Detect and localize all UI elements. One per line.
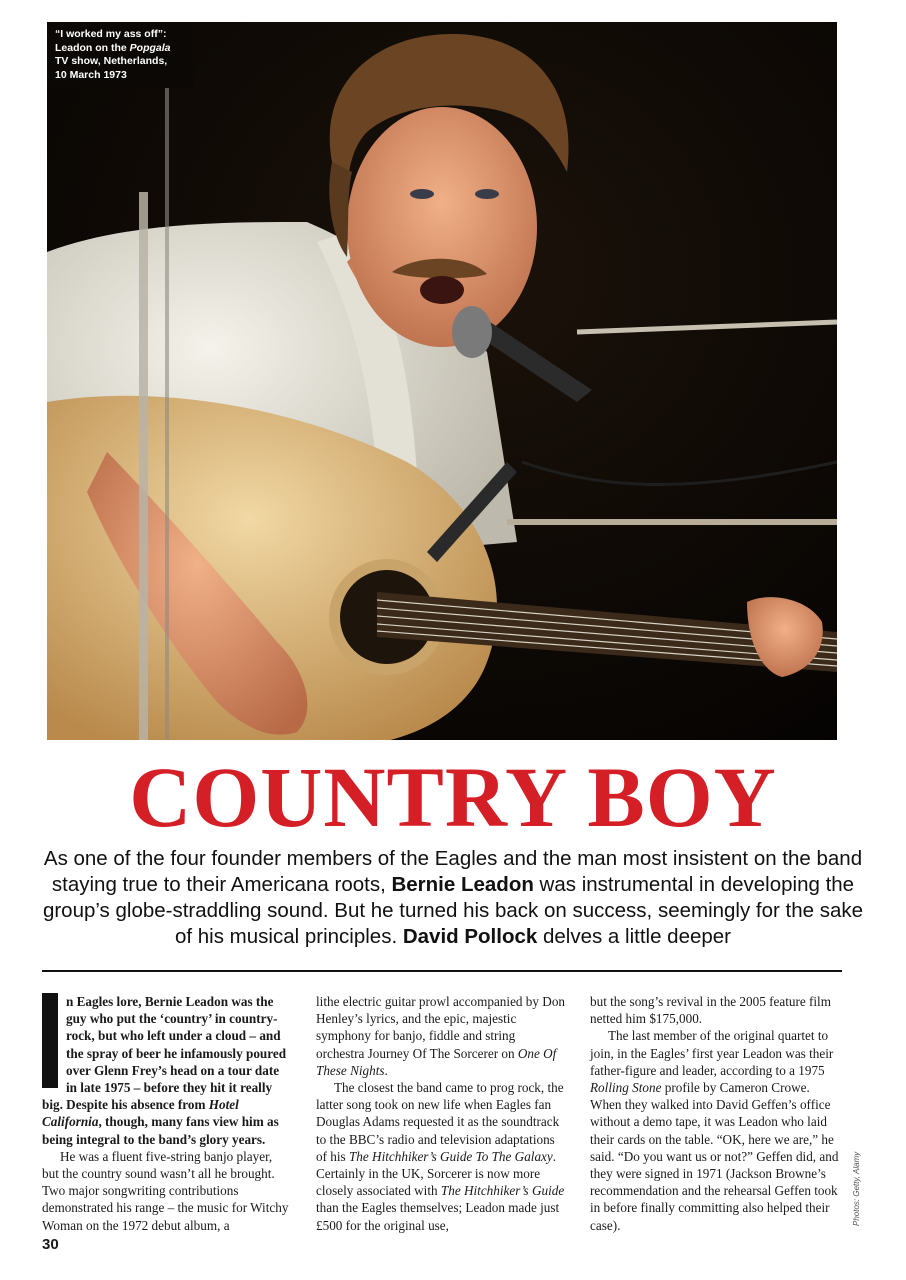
body-paragraph	[316, 1079, 566, 1234]
photo-caption	[47, 22, 193, 88]
photo-credit: Photos: Getty, Alamy	[852, 1151, 861, 1226]
page-number: 30	[42, 1236, 59, 1253]
caption-line-3: TV show, Netherlands,	[55, 55, 168, 67]
hero-photo	[47, 22, 837, 740]
intro-text-a: n Eagles lore, Bernie Leadon was the guy who put the ‘country’ in country-rock, but who left under a cloud – and the spray of beer he infamously poured over Glenn Frey’s head on a tour date in late 1975 – before they hit it really big. Despite his absence from	[42, 994, 287, 1113]
magazine-title: Rolling Stone	[590, 1080, 662, 1096]
caption-date: 10 March 1973	[55, 68, 127, 81]
body-text: The closest the band came to prog rock, the latter song took on new life when Eagles fan Douglas Adams requested it as the soundtrack to the BBC’s radio and television adaptations of his	[316, 1080, 564, 1164]
standfirst	[38, 846, 868, 950]
body-paragraph	[316, 993, 566, 1079]
article-headline: COUNTRY BOY	[129, 749, 777, 845]
standfirst-author: David Pollock	[402, 925, 538, 948]
section-divider	[42, 970, 842, 972]
caption-line-2-text: Leadon on the	[55, 41, 130, 54]
body-paragraph	[590, 1027, 840, 1233]
drop-cap	[42, 993, 58, 1088]
standfirst-text-3: delves a little deeper	[537, 925, 732, 948]
body-text: than the Eagles themselves; Leadon made just £500 for the original use,	[316, 1200, 560, 1233]
body-paragraph: He was a fluent five-string banjo player, but the country sound wasn’t all he brought. Two major songwriting contributions demonstrated his range – the music for Witchy Woman on the 1972 debut album, a	[42, 1148, 289, 1233]
intro-text-b: , though, many fans view him as being integral to the band’s glory years.	[42, 1114, 279, 1147]
body-text: . Certainly in the UK, Sorcerer is now more closely associated with	[316, 1148, 557, 1199]
album-title: One Of These Nights	[316, 1045, 557, 1078]
article-column-1	[42, 993, 292, 1234]
standfirst-text-2: was instrumental in developing the group’s globe-straddling sound. But he turned his back on success, seemingly for the sake of his musical principles.	[42, 873, 864, 948]
body-text: profile by Cameron Crowe. When they walked into David Geffen’s office without a demo tape, it was Leadon who laid their cards on the table. “OK, here we are,” he said. “Do you want us or not?” Geffen did, and they were signed in 1971 (Jackson Browne’s recommendation and the rehearsal Geffen took in before finally committing also helped their case).	[590, 1080, 839, 1233]
body-text: .	[384, 1062, 388, 1078]
musician-photo-illustration	[47, 22, 837, 740]
intro-paragraph	[42, 993, 292, 1148]
book-title: The Hitchhiker’s Guide To The Galaxy	[348, 1148, 553, 1164]
book-title: The Hitchhiker’s Guide	[440, 1183, 565, 1199]
body-paragraph: but the song’s revival in the 2005 feature film netted him $175,000.	[590, 994, 831, 1027]
article-column-2	[316, 993, 566, 1234]
article-column-3	[590, 993, 840, 1234]
intro-album-title: Hotel California	[42, 1097, 239, 1130]
caption-line-2	[55, 42, 185, 56]
standfirst-subject: Bernie Leadon	[391, 873, 534, 896]
standfirst-text-1: As one of the four founder members of the Eagles and the man most insistent on the band staying true to their Americana roots,	[43, 847, 863, 896]
body-text: The last member of the original quartet to join, in the Eagles’ first year Leadon was their father-figure and leader, according to a 1975	[590, 1028, 834, 1078]
body-text: lithe electric guitar prowl accompanied by Don Henley’s lyrics, and the epic, majestic symphony for banjo, fiddle and string orchestra Journey Of The Sorcerer on	[316, 994, 566, 1061]
caption-show-name: Popgala	[129, 41, 171, 54]
caption-quote: “I worked my ass off”:	[55, 28, 167, 40]
